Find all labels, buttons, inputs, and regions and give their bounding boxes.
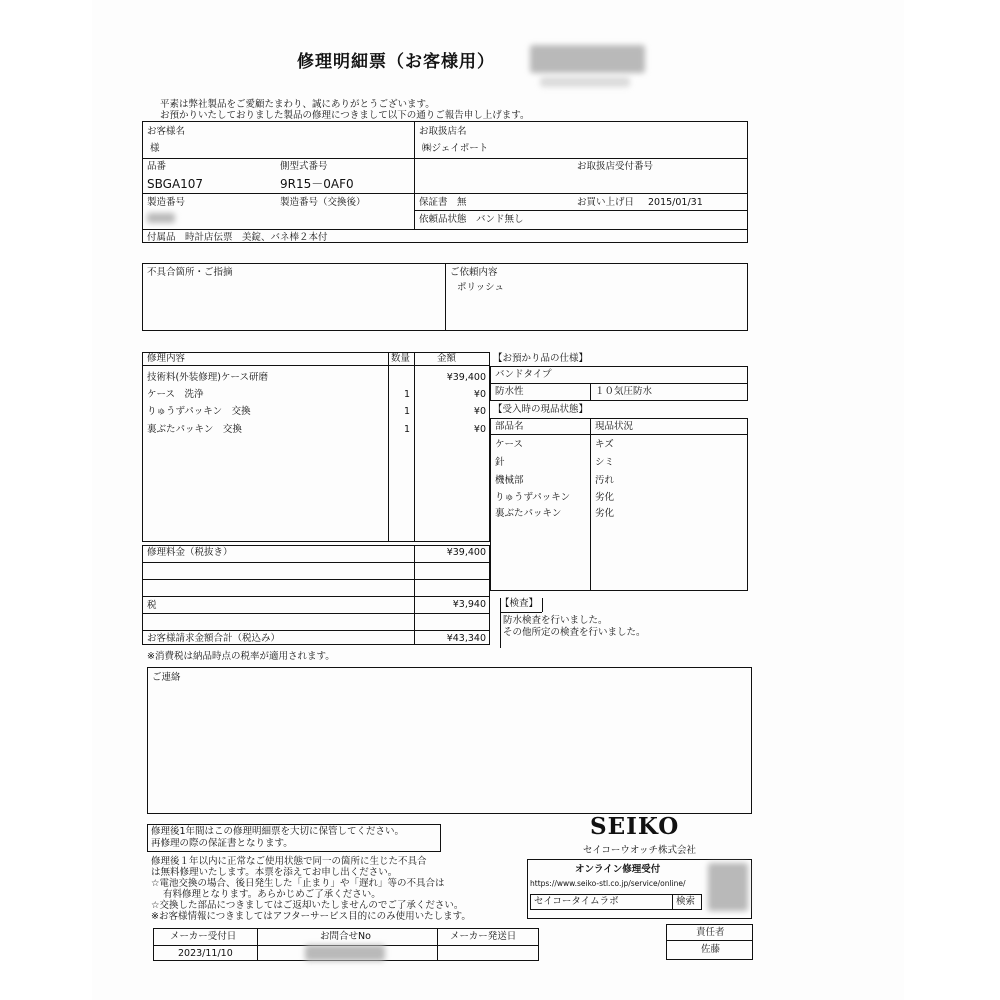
greeting-line-1: 平素は弊社製品をご愛顧たまわり、誠にありがとうございます。 <box>160 99 435 110</box>
item-condition-label: 依頼品状態 バンド無し <box>419 214 524 225</box>
serial-exchange-label: 製造番号（交換後） <box>280 197 366 208</box>
request-value: ポリッシュ <box>457 282 504 293</box>
repair-item-qty: 1 <box>403 406 410 417</box>
defect-label: 不具合箇所・ご指摘 <box>147 267 233 278</box>
repair-item-amount: ¥0 <box>473 424 486 435</box>
online-repair-title: オンライン修理受付 <box>575 864 661 875</box>
inspection-line-2: その他所定の検査を行いました。 <box>503 627 646 638</box>
redacted-qr-code <box>708 863 748 911</box>
specs-title: 【お預かり品の仕様】 <box>493 353 589 364</box>
person-in-charge-label: 責任者 <box>696 927 725 938</box>
request-label: ご依頼内容 <box>450 267 498 278</box>
notice-line-5: ☆交換した部品につきましてはご返却いたしませんのでご了承ください。 <box>151 900 464 911</box>
condition-part: りゅうずパッキン <box>495 492 571 503</box>
tax-value: ¥3,940 <box>452 599 486 610</box>
company-name: セイコーウオッチ株式会社 <box>583 845 697 856</box>
purchase-date-value: 2015/01/31 <box>648 197 703 208</box>
repair-item-name: 裏ぶたパッキン 交換 <box>147 424 242 435</box>
redacted-small-text <box>540 77 630 87</box>
water-resistance-label: 防水性 <box>495 386 524 397</box>
repair-fee-label: 修理料金（税抜き） <box>147 547 233 558</box>
caliber-value: 9R15－0AF0 <box>280 177 354 191</box>
condition-header-state: 現品状況 <box>595 421 634 432</box>
tax-label: 税 <box>147 600 157 611</box>
contact-label: ご連絡 <box>152 672 181 683</box>
caliber-label: 側型式番号 <box>280 161 328 172</box>
shop-name-value: ㈱ジェイポート <box>422 143 489 154</box>
condition-part: 針 <box>495 457 505 468</box>
received-date-value: 2023/11/10 <box>178 948 233 959</box>
notice-line-2: は無料修理いたします。本票を添えてお申し出ください。 <box>151 867 398 878</box>
seiko-logo: SEIKO <box>590 813 680 840</box>
repair-header-qty: 数量 <box>391 353 411 364</box>
customer-name-label: お客様名 <box>147 126 186 137</box>
shop-name-label: お取扱店名 <box>419 126 467 137</box>
repair-item-name: ケース 洗浄 <box>147 389 204 400</box>
greeting-line-2: お預かりいたしておりました製品の修理につきまして以下の通りご報告申し上げます。 <box>160 110 530 121</box>
condition-title: 【受入時の現品状態】 <box>493 404 589 415</box>
condition-table <box>490 418 748 591</box>
condition-state: シミ <box>595 457 615 468</box>
repair-fee-value: ¥39,400 <box>446 547 486 558</box>
repair-header-amount: 金額 <box>437 353 457 364</box>
condition-state: 劣化 <box>595 492 615 503</box>
redacted-inquiry-number <box>305 945 385 961</box>
repair-item-qty: 1 <box>403 389 410 400</box>
warranty-label: 保証書 無 <box>419 197 467 208</box>
search-field-text: セイコータイムラボ <box>534 896 619 907</box>
inspection-title: 【検査】 <box>500 598 539 609</box>
notice-box-line-2: 再修理の際の保証書となります。 <box>151 838 293 849</box>
notice-line-3: ☆電池交換の場合、後日発生した「止まり」や「遅れ」等の不具合は <box>151 878 445 889</box>
search-button[interactable]: 検索 <box>676 896 696 907</box>
document-title: 修理明細票（お客様用） <box>297 52 495 72</box>
total-label: お客様請求金額合計（税込み） <box>147 633 281 644</box>
online-repair-url[interactable]: https://www.seiko-stl.co.jp/service/online/ <box>530 879 686 888</box>
inquiry-number-label: お問合せNo <box>320 931 371 942</box>
shipped-date-label: メーカー発送日 <box>450 931 517 942</box>
band-type-label: バンドタイプ <box>495 369 552 380</box>
condition-part: ケース <box>495 439 524 450</box>
accessories-text: 付属品 時計店伝票 美錠、バネ棒２本付 <box>147 232 328 243</box>
redacted-serial <box>147 213 175 223</box>
inspection-line-1: 防水検査を行いました。 <box>503 615 608 626</box>
repair-item-name: りゅうずパッキン 交換 <box>147 406 251 417</box>
purchase-date-label: お買い上げ日 <box>577 197 635 208</box>
serial-label: 製造番号 <box>147 197 186 208</box>
condition-header-part: 部品名 <box>495 421 524 432</box>
condition-part: 機械部 <box>495 475 524 486</box>
notice-line-6: ※お客様情報につきましてはアフターサービス目的にのみ使用いたします。 <box>151 911 471 922</box>
condition-state: 汚れ <box>595 475 615 486</box>
condition-state: キズ <box>595 439 614 450</box>
condition-state: 劣化 <box>595 508 615 519</box>
repair-item-name: 技術料(外装修理)ケース研磨 <box>147 372 268 383</box>
total-value: ¥43,340 <box>446 633 486 644</box>
model-value: SBGA107 <box>147 177 204 191</box>
water-resistance-value: １０気圧防水 <box>595 386 653 397</box>
notice-line-1: 修理後１年以内に正常なご使用状態で同一の箇所に生じた不具合 <box>151 856 427 867</box>
repair-item-amount: ¥39,400 <box>446 372 486 383</box>
contact-box <box>147 667 752 814</box>
repair-item-qty: 1 <box>403 424 410 435</box>
condition-part: 裏ぶたパッキン <box>495 508 562 519</box>
model-label: 品番 <box>147 161 167 172</box>
redacted-document-number <box>530 45 645 73</box>
repair-item-amount: ¥0 <box>473 406 486 417</box>
repair-header-content: 修理内容 <box>147 353 186 364</box>
shop-receipt-label: お取扱店受付番号 <box>577 161 654 172</box>
tax-note: ※消費税は納品時点の税率が適用されます。 <box>147 651 335 662</box>
received-date-label: メーカー受付日 <box>170 931 237 942</box>
person-in-charge-value: 佐藤 <box>701 944 721 955</box>
repair-item-amount: ¥0 <box>473 389 486 400</box>
notice-box-line-1: 修理後1年間はこの修理明細票を大切に保管してください。 <box>151 826 405 837</box>
customer-name-suffix: 様 <box>150 143 160 154</box>
notice-line-4: 有料修理となります。あらかじめご了承ください。 <box>163 889 381 900</box>
